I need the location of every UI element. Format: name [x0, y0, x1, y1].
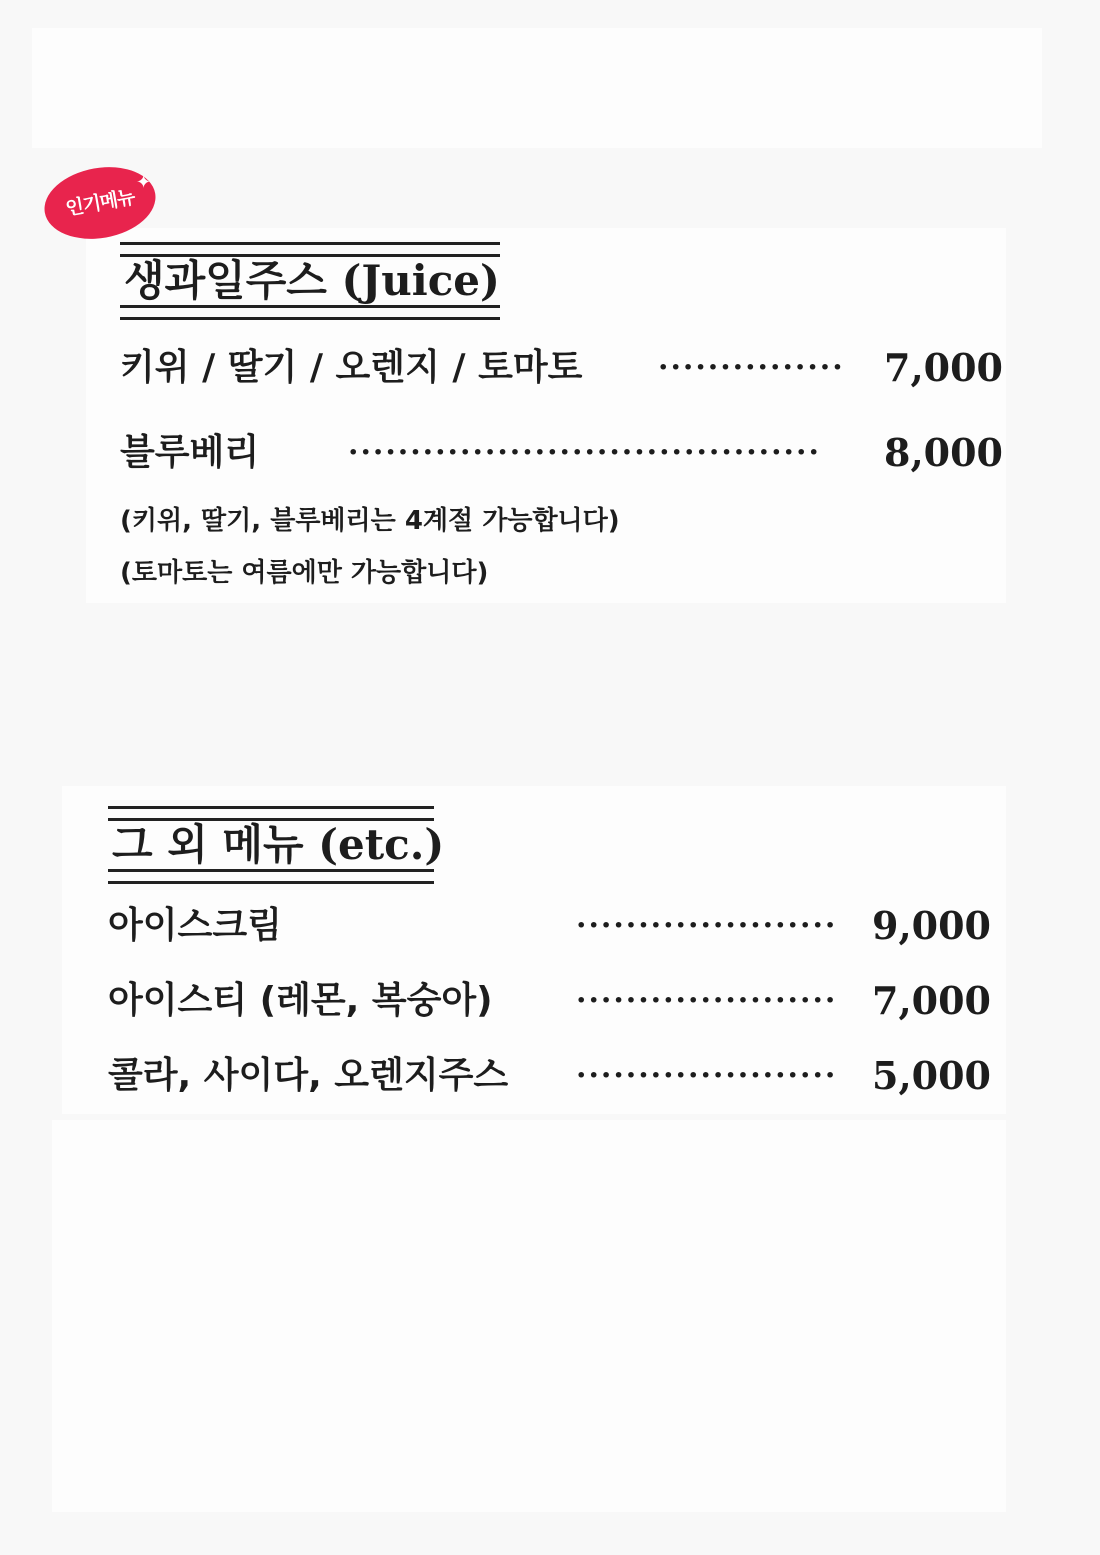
etc-item-row: [108, 978, 991, 1024]
item-price: 9,000: [872, 903, 991, 948]
dot-leader: ·····················: [576, 983, 838, 1018]
star-icon: ✦: [136, 172, 152, 193]
badge-label: 인기메뉴: [63, 186, 137, 220]
etc-item-row: [108, 903, 991, 949]
availability-note: (키위, 딸기, 블루베리는 4계절 가능합니다): [120, 506, 620, 536]
item-price: 8,000: [884, 430, 1003, 475]
etc-title-text: 그 외 메뉴 (etc.): [112, 820, 445, 869]
dot-leader: ·····················: [576, 908, 838, 943]
juice-item-row: [120, 345, 1003, 391]
title-rule-bottom: [120, 305, 500, 320]
item-price: 5,000: [872, 1053, 991, 1098]
paper-patch: [52, 1120, 1006, 1512]
juice-section-title: [120, 256, 500, 306]
dot-leader: ·····················: [576, 1058, 838, 1093]
dot-leader: ···············: [658, 350, 845, 385]
title-rule-top: [108, 806, 434, 821]
etc-item-row: [108, 1053, 991, 1099]
paper-patch: [32, 28, 1042, 148]
title-rule-top: [120, 242, 500, 257]
item-price: 7,000: [884, 345, 1003, 390]
item-name: 키위 / 딸기 / 오렌지 / 토마토: [120, 347, 583, 388]
item-name: 콜라, 사이다, 오렌지주스: [108, 1055, 509, 1096]
item-name: 아이스크림: [108, 905, 282, 946]
dot-leader: ······································: [348, 435, 821, 470]
availability-note: (토마토는 여름에만 가능합니다): [120, 558, 489, 588]
juice-title-text: 생과일주스 (Juice): [124, 256, 500, 305]
item-price: 7,000: [872, 978, 991, 1023]
title-rule-bottom: [108, 869, 434, 884]
etc-section-title: [108, 820, 445, 870]
item-name: 아이스티 (레몬, 복숭아): [108, 980, 493, 1021]
item-name: 블루베리: [120, 432, 260, 473]
juice-item-row: [120, 430, 1003, 476]
